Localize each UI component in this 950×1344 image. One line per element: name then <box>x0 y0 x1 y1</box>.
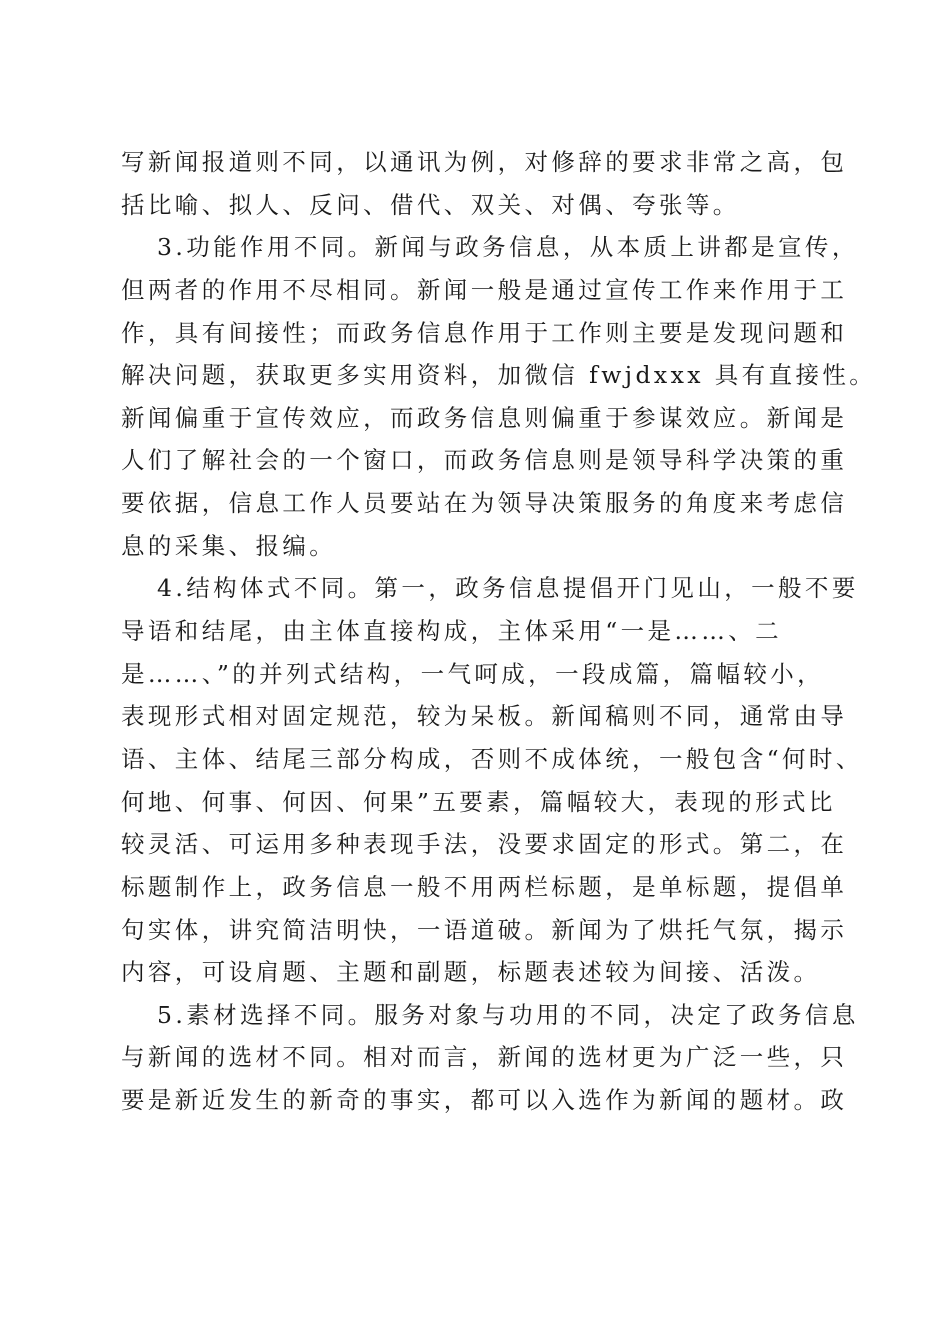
text-line: 新闻偏重于宣传效应，而政务信息则偏重于参谋效应。新闻是 <box>121 403 848 432</box>
text-line: 与新闻的选材不同。相对而言，新闻的选材更为广泛一些，只 <box>121 1043 848 1072</box>
text-line: 息的采集、报编。 <box>121 531 337 560</box>
text-line: 人们了解社会的一个窗口，而政务信息则是领导科学决策的重 <box>121 446 848 475</box>
paragraph-continuation <box>121 141 848 226</box>
text-line: 何地、何事、何因、何果”五要素，篇幅较大，表现的形式比 <box>121 787 836 816</box>
text-line: 作，具有间接性；而政务信息作用于工作则主要是发现问题和 <box>121 318 848 347</box>
text-line: 导语和结尾，由主体直接构成，主体采用“一是……、二 <box>121 617 783 646</box>
paragraph-point-3 <box>121 226 877 567</box>
paragraph-point-5 <box>121 994 859 1122</box>
text-line: 解决问题，获取更多实用资料，加微信 fwjdxxx 具有直接性。 <box>121 361 877 390</box>
text-line: 要依据，信息工作人员要站在为领导决策服务的角度来考虑信 <box>121 489 848 518</box>
text-line: 写新闻报道则不同，以通讯为例，对修辞的要求非常之高，包 <box>121 148 848 176</box>
text-line: 语、主体、结尾三部分构成，否则不成体统，一般包含“何时、 <box>121 744 863 773</box>
text-line: 3.功能作用不同。新闻与政务信息，从本质上讲都是宣传， <box>157 233 859 262</box>
text-line: 4.结构体式不同。第一，政务信息提倡开门见山，一般不要 <box>157 574 859 603</box>
text-line: 较灵活、可运用多种表现手法，没要求固定的形式。第二，在 <box>121 830 848 859</box>
paragraph-point-4 <box>121 567 863 993</box>
text-line: 标题制作上，政务信息一般不用两栏标题，是单标题，提倡单 <box>121 872 848 901</box>
text-line: 括比喻、拟人、反问、借代、双关、对偶、夸张等。 <box>121 190 740 219</box>
text-line: 是……、”的并列式结构，一气呵成，一段成篇，篇幅较小， <box>121 659 825 688</box>
text-line: 内容，可设肩题、主题和副题，标题表述较为间接、活泼。 <box>121 958 821 987</box>
text-line: 句实体，讲究简洁明快，一语道破。新闻为了烘托气氛，揭示 <box>121 915 848 944</box>
text-line: 要是新近发生的新奇的事实，都可以入选作为新闻的题材。政 <box>121 1086 848 1115</box>
document-page <box>121 141 877 1122</box>
text-line: 5.素材选择不同。服务对象与功用的不同，决定了政务信息 <box>157 1000 859 1029</box>
text-line: 表现形式相对固定规范，较为呆板。新闻稿则不同，通常由导 <box>121 702 848 731</box>
text-line: 但两者的作用不尽相同。新闻一般是通过宣传工作来作用于工 <box>121 275 848 304</box>
